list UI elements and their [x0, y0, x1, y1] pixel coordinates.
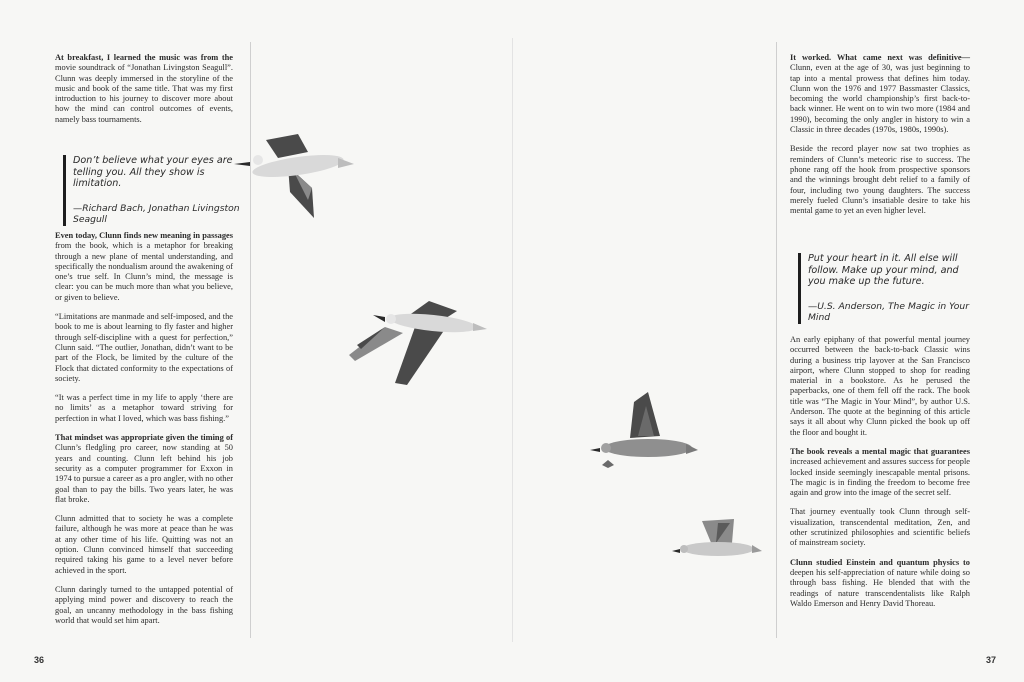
seagull-illustration-2: [345, 295, 490, 390]
left-body-column: [55, 231, 233, 635]
pull-quote-attribution: —U.S. Anderson, The Magic in Your Mind: [808, 300, 969, 323]
body-paragraph: Clunn admitted that to society he was a complete failure, although he was more at peace than he was at any other time of his life. Quitting was not an option. Clunn convinced himself that succeeding required taking his game to a level never before achieved in the sport.: [55, 514, 233, 575]
page-number-left: 36: [34, 655, 45, 665]
body-paragraph: The book reveals a mental magic that guarantees increased achievement and assures success for people locked inside seemingly inescapable mental prisons. The magic is in finding the freedom to become free again and grow into the image of the secret self.: [790, 446, 970, 498]
body-paragraph: “It was a perfect time in my life to apply ‘there are no limits’ as a metaphor toward striving for perfection in what I loved, which was bass fishing.”: [55, 393, 233, 423]
body-paragraph: Clunn studied Einstein and quantum physics to deepen his self-appreciation of nature while doing so through bass fishing. He blended that with the readings of nature transcendentalists like Ralph Waldo Emerson and Henry David Thoreau.: [790, 557, 970, 608]
right-column-rule: [776, 42, 777, 638]
body-paragraph: Clunn daringly turned to the untapped potential of applying mind power and discovery to reach the goal, an uncanny methodology in the bass fishing world that would set him apart.: [55, 584, 233, 625]
body-paragraph: That journey eventually took Clunn through self-visualization, transcendental meditation, Zen, and other scrutinized philosophies and scientific beliefs of mainstream society.: [790, 507, 970, 548]
seagull-illustration-5: [602, 460, 614, 470]
left-pull-quote: [63, 155, 248, 226]
pull-quote-attribution: —Richard Bach, Jonathan Livingston Seagull: [73, 202, 240, 225]
body-paragraph: Even today, Clunn finds new meaning in passages from the book, which is a metaphor for breaking through a new plane of mental understanding, and specifically the nondualism around the awakening of one’s true self. In Clunn’s mind, the message is clear: you can be much more than what you believe, or given to believe.: [55, 231, 233, 302]
right-top-column: [790, 53, 970, 225]
gutter-line: [512, 38, 513, 642]
right-body-column: [790, 335, 970, 618]
page-number-right: 37: [986, 655, 997, 665]
right-pull-quote: [798, 253, 978, 324]
body-paragraph: An early epiphany of that powerful mental journey occurred between the back-to-back Classic wins during a business trip layover at the San Francisco airport, where Clunn stopped to shop for reading material in a bookstore. As he perused the paperbacks, one of them fell off the rack. The book title was “The Magic in Your Mind”, by author U.S. Anderson. The quote at the beginning of this article says it all about why Clunn picked the book up off the floor and bought it.: [790, 335, 970, 437]
body-paragraph: That mindset was appropriate given the timing of Clunn’s fledgling pro career, now standing at 50 years and counting. Clunn left behind his job security as a computer programmer for Exxon in 1974 to pursue a career as a pro angler, with no other goal than to pay the bills. Two years later, he was flat broke.: [55, 433, 233, 504]
seagull-illustration-4: [672, 515, 762, 565]
left-intro-column: [55, 53, 233, 134]
body-paragraph: Beside the record player now sat two trophies as reminders of Clunn’s meteoric rise to success. The phone rang off the hook from prospective sponsors and the winnings brought debt relief to a family of four, including two young daughters. The success merely fueled Clunn’s insatiable desire to take his mental game to yet an even higher level.: [790, 144, 970, 216]
body-paragraph: “Limitations are manmade and self-imposed, and the book to me is about learning to fly faster and higher through self-discipline with a quest for perfection,” Clunn said. “The outlier, Jonathan, didn’t want to be part of the Flock, be limited by the culture of the Flock that dictated conformity to the expectations of society.: [55, 312, 233, 383]
right-page: [512, 0, 1024, 682]
body-paragraph: It worked. What came next was definitive—Clunn, even at the age of 30, was just beginning to tap into a mental prowess that defines him today. Clunn won the 1976 and 1977 Bassmaster Classics, becoming the world championship’s first back-to-back winner. He went on to win two more (1984 and 1990), becoming the only angler in history to win a Classic in three decades (1970s, 1980s, 1990s).: [790, 53, 970, 135]
pull-quote-text: Don’t believe what your eyes are telling you. All they show is limitation.: [73, 155, 233, 189]
intro-paragraph: At breakfast, I learned the music was from the movie soundtrack of “Jonathan Livingston Seagull”. Clunn was deeply immersed in the storyline of the music and book of the same title. That was my first introduction to his journey to discover more about how the mind can control outcomes of events, namely bass tournaments.: [55, 53, 233, 124]
pull-quote-text: Put your heart in it. All else will follow. Make up your mind, and you make up the future.: [808, 253, 959, 287]
seagull-illustration-1: [228, 130, 358, 220]
seagull-illustration-3: [590, 392, 700, 467]
